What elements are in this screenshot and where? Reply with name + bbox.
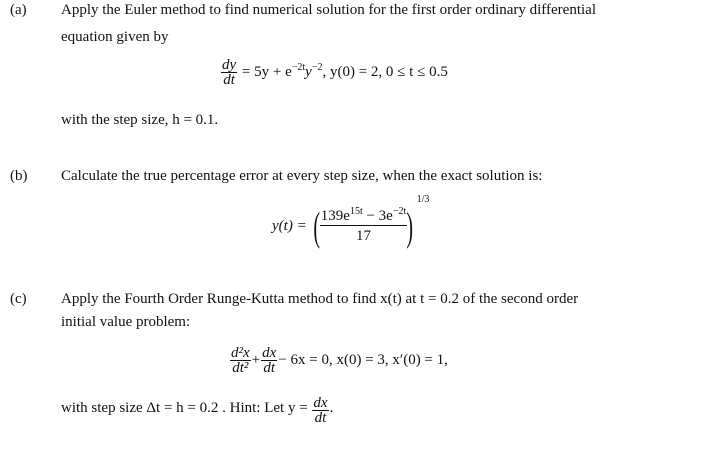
eq-y: y	[305, 63, 312, 80]
ode-plus: +	[251, 351, 261, 368]
eq-exp2: −2	[311, 61, 323, 73]
ode-rest: − 6x = 0, x(0) = 3, x′(0) = 1,	[278, 351, 448, 368]
hint-num: dx	[313, 395, 328, 411]
sol-exp-a: 15t	[349, 206, 363, 218]
sol-denominator: 17	[356, 228, 372, 245]
solution-fraction	[320, 207, 408, 246]
hint-fraction	[312, 396, 328, 425]
label-b: (b)	[10, 168, 28, 184]
ode-frac2-num: dx	[262, 345, 277, 361]
ode-equation	[229, 346, 448, 375]
part-a-line1: Apply the Euler method to find numerical solution for the first order ordinary differential	[61, 2, 596, 18]
part-a-equation	[220, 58, 448, 87]
hint-den: dt	[314, 410, 327, 426]
frac-num: dy	[222, 57, 237, 73]
ode-frac1-num: d²x	[231, 345, 250, 361]
label-a: (a)	[10, 2, 27, 18]
label-c: (c)	[10, 291, 27, 307]
dy-dt-fraction	[221, 58, 237, 87]
part-c-line2: initial value problem:	[61, 314, 191, 330]
left-paren: (	[313, 203, 321, 249]
part-c-line1: Apply the Fourth Order Runge-Kutta method to find x(t) at t = 0.2 of the second order	[61, 291, 579, 307]
dx-dt-fraction	[261, 346, 277, 375]
d2x-dt2-fraction	[230, 346, 251, 375]
sol-power: 1/3	[416, 194, 430, 205]
exact-solution	[272, 194, 430, 249]
sol-numerator	[320, 207, 408, 226]
part-b-line1: Calculate the true percentage error at every step size, when the exact solution is:	[61, 168, 543, 184]
sol-exp-b: −2t	[392, 206, 407, 218]
ode-frac1-den: dt²	[232, 360, 249, 376]
sol-num-b: − 3e	[362, 208, 393, 225]
part-a-line3: with the step size, h = 0.1.	[61, 112, 219, 128]
hint-end: .	[329, 400, 334, 416]
sol-num-a: 139e	[320, 208, 350, 225]
part-c-line3-text: with step size Δt = h = 0.2 . Hint: Let y =	[61, 400, 308, 416]
eq-rhs: = 5y + e	[241, 63, 292, 80]
sol-lhs: y(t) =	[272, 218, 307, 235]
part-a-line2: equation given by	[61, 29, 169, 45]
right-paren: )	[406, 203, 414, 249]
eq-exp1: −2t	[291, 61, 306, 73]
frac-den: dt	[223, 72, 235, 88]
ode-frac2-den: dt	[263, 360, 276, 376]
part-c-line3	[61, 396, 333, 425]
eq-conditions: , y(0) = 2, 0 ≤ t ≤ 0.5	[322, 63, 448, 80]
